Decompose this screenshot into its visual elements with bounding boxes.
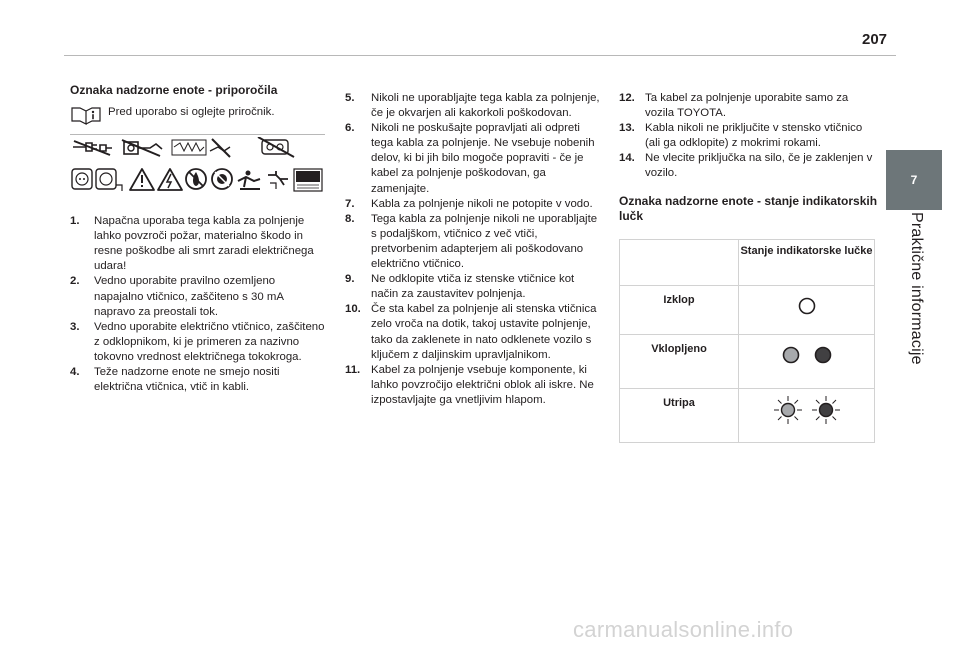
recommendations-list-middle xyxy=(345,91,601,408)
read-manual-icon xyxy=(70,105,102,125)
trip-hazard-icon xyxy=(238,171,260,190)
list-item: 3. Vedno uporabite električno vtičnico, zaščiteno z odklopnikom, ki je primeren za nazivno tokovno vrednost električnega tokokroga. xyxy=(70,320,325,363)
list-item: 1. Napačna uporaba tega kabla za polnjenje lahko povzroči požar, materialno škodo in resne poškodbe ali smrt zaradi električnega udara! xyxy=(70,215,314,273)
list-item: 5. Nikoli ne uporabljajte tega kabla za polnjenje, če je okvarjen ali kakorkoli poškodovan. xyxy=(345,92,600,120)
high-voltage-icon xyxy=(158,169,182,190)
table-header-status: Stanje indikatorske lučke xyxy=(739,239,875,285)
no-wheel-icon xyxy=(212,169,232,189)
status-label-blink: Utripa xyxy=(620,388,739,442)
right-column xyxy=(619,91,879,443)
no-water-icon xyxy=(258,137,294,157)
section-heading-indicator-status: Oznaka nadzorne enote - stanje indikatorskih lučk xyxy=(619,193,878,223)
list-item: 8. Tega kabla za polnjenje nikoli ne uporabljajte s podaljškom, vtičnico z več vtiči, pretvorbenim adapterjem ali poškodovano električno vtičnico. xyxy=(345,212,598,271)
warning-triangle-icon xyxy=(130,169,154,190)
list-item: 6. Nikoli ne poskušajte popravljati ali odpreti tega kabla za polnjenje. Ne vsebuje nobenih delov, ki bi jih bilo mogoče popraviti - če je kabel za polnjenje poškodovan, ga zamenjajte. xyxy=(345,122,595,195)
list-item: 13. Kabla nikoli ne priključite v stensko vtičnico (ali ga odklopite) z mokrimi rokami. xyxy=(619,122,863,150)
warning-pictograms xyxy=(70,137,325,197)
lamp-on-grey-icon xyxy=(781,345,801,365)
unit-label-icon xyxy=(294,169,322,191)
list-item: 7. Kabla za polnjenje nikoli ne potopite v vodo. xyxy=(345,197,593,210)
charging-plug-icon xyxy=(268,171,288,189)
no-adapter-icon xyxy=(122,140,162,156)
section-heading-recommendations: Oznaka nadzorne enote - priporočila xyxy=(70,83,278,97)
list-item: 9. Ne odklopite vtiča iz stenske vtičnice kot način za zaustavitev polnjenja. xyxy=(345,273,575,301)
pictogram-separator xyxy=(70,134,325,135)
table-row xyxy=(620,388,875,442)
watermark: carmanualsonline.info xyxy=(573,617,794,642)
status-label-off: Izklop xyxy=(620,285,739,334)
list-item: 11. Kabel za polnjenje vsebuje komponente, ki lahko povzročijo električni oblok ali iskre. Ne izpostavljajte ga vnetljivim hlapom. xyxy=(345,363,594,406)
table-row xyxy=(620,334,875,388)
manual-note xyxy=(70,105,325,125)
page-number: 207 xyxy=(862,31,888,48)
list-item: 12. Ta kabel za polnjenje uporabite samo za vozila TOYOTA. xyxy=(619,92,849,120)
recommendations-list-left xyxy=(70,214,325,395)
recommendations-list-right xyxy=(619,91,879,182)
left-column xyxy=(70,82,325,395)
lamp-blink-dark-icon xyxy=(811,395,841,425)
list-item: 4. Teže nadzorne enote ne smejo nositi električna vtičnica, vtič in kabli. xyxy=(70,366,280,394)
lamp-blink-grey-icon xyxy=(773,395,803,425)
top-divider xyxy=(64,55,896,56)
status-label-on: Vklopljeno xyxy=(620,334,739,388)
chapter-tab[interactable]: 7 xyxy=(886,150,942,210)
chapter-title: Praktične informacije xyxy=(908,212,925,365)
indicator-status-table xyxy=(619,239,875,443)
list-item: 10. Če sta kabel za polnjenje ali stenska vtičnica zelo vroča na dotik, takoj ustavite polnjenje, tako da zaklenete in nato odklenete vozilo s ključem z daljinskim upravljalnikom. xyxy=(345,303,597,361)
no-fire-icon xyxy=(186,169,206,189)
socket-cord-icon xyxy=(96,169,122,191)
no-extension-cord-icon xyxy=(73,141,112,155)
list-item: 2. Vedno uporabite pravilno ozemljeno napajalno vtičnico, zaščiteno s 30 mA napravo za preostali tok. xyxy=(70,275,284,318)
middle-column xyxy=(345,91,601,408)
table-corner-cell xyxy=(620,239,739,285)
lamp-on-dark-icon xyxy=(813,345,833,365)
table-row xyxy=(620,285,875,334)
no-multi-socket-icon xyxy=(172,139,230,157)
list-item: 14. Ne vlecite priključka na silo, če je zaklenjen v vozilo. xyxy=(619,152,873,180)
socket-icon xyxy=(72,169,92,189)
manual-note-text: Pred uporabo si oglejte priročnik. xyxy=(108,106,275,118)
lamp-off-icon xyxy=(797,296,817,316)
